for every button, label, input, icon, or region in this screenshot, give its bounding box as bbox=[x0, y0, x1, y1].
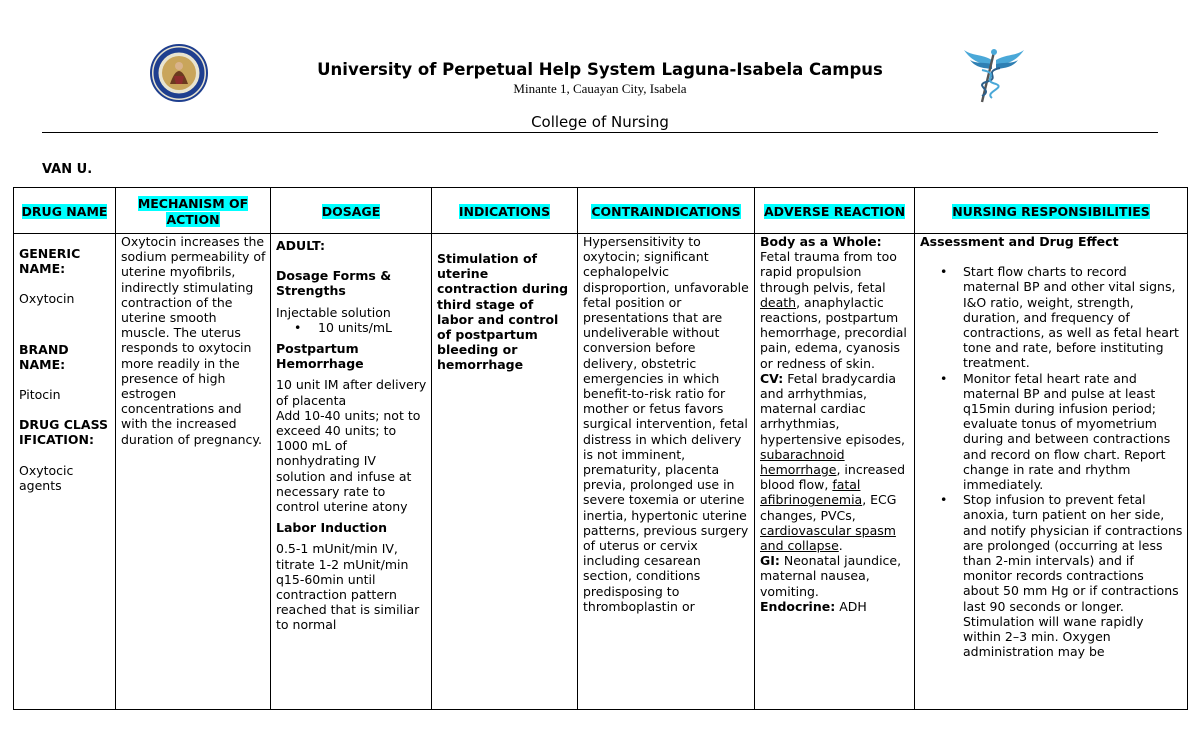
student-name: VAN U. bbox=[42, 162, 93, 177]
generic-name: Oxytocin bbox=[19, 291, 75, 307]
column-header-indications: INDICATIONS bbox=[432, 188, 578, 234]
nursing-responsibilities-cell bbox=[915, 234, 1188, 710]
college-name: College of Nursing bbox=[531, 113, 669, 131]
table-header-row bbox=[14, 188, 1188, 234]
endocrine-label: Endocrine: bbox=[760, 598, 836, 614]
adverse-reaction-cell bbox=[755, 234, 915, 710]
list-item: • Stop infusion to prevent fetal anoxia, turn patient on her side, and notify physician if contractions are prolonged (occurring at less than 2-min intervals) and if monitor records contractions about 50 mm Hg or if contractions last 90 seconds or longer. Stimulation will wane rapidly within 2–3 min. Oxygen administration may be bbox=[920, 492, 1183, 659]
mechanism-cell bbox=[116, 234, 271, 710]
gi-label: GI: bbox=[760, 553, 780, 569]
pph-text-1: 10 unit IM after delivery of placenta bbox=[276, 377, 427, 408]
university-name: University of Perpetual Help System Laguna-Isabela Campus bbox=[317, 60, 883, 79]
column-header-adverse-reaction: ADVERSE REACTION bbox=[755, 188, 915, 234]
cv-label: CV: bbox=[760, 370, 784, 386]
dosage-adult-label: ADULT: bbox=[276, 238, 325, 253]
labor-induction-text: 0.5-1 mUnit/min IV, titrate 1-2 mUnit/min q15-60min until contraction pattern reached that is similiar to normal bbox=[276, 541, 420, 633]
drug-name-cell bbox=[14, 234, 116, 710]
university-address: Minante 1, Cauayan City, Isabela bbox=[513, 81, 687, 96]
dosage-forms-heading: Dosage Forms & Strengths bbox=[276, 268, 392, 299]
column-header-contraindications: CONTRAINDICATIONS bbox=[578, 188, 755, 234]
drug-classification: Oxytocic agents bbox=[19, 462, 74, 493]
column-header-mechanism: MECHANISM OF ACTION bbox=[116, 188, 271, 234]
column-header-drug-name: DRUG NAME bbox=[14, 188, 116, 234]
dosage-forms-text: Injectable solution bbox=[276, 304, 391, 320]
adverse-reaction-text: Body as a Whole: Fetal trauma from too rapid propulsion through pelvis, fetal death, anaphylactic reactions, postpartum hemorrhage, precordial pain, edema, cyanosis or redness of skin. CV: Fetal bradycardia and arrhythmias, maternal cardiac arrhythmias, hypertensive episodes, subarachnoid hemorrhage, increased blood flow, fatal afibrinogenemia, ECG changes, PVCs, cardiovascular spasm and collapse. GI: Neonatal jaundice, maternal nausea, vomiting. Endocrine: ADH bbox=[760, 234, 907, 614]
header-divider bbox=[42, 132, 1158, 133]
pph-heading: Postpartum Hemorrhage bbox=[276, 341, 364, 372]
brand-name-label: BRAND NAME: bbox=[19, 341, 69, 372]
list-item: • 10 units/mL bbox=[276, 320, 427, 335]
contraindications-cell bbox=[578, 234, 755, 710]
dosage-cell bbox=[271, 234, 432, 710]
column-header-nursing: NURSING RESPONSIBILITIES bbox=[915, 188, 1188, 234]
labor-induction-heading: Labor Induction bbox=[276, 520, 388, 536]
generic-name-label: GENERIC NAME: bbox=[19, 246, 81, 277]
list-item: • Start flow charts to record maternal BP and other vital signs, I&O ratio, weight, strength, duration, and frequency of contractions, as well as fetal heart tone and rate, before instituting treatment. bbox=[920, 264, 1183, 370]
list-item: • Monitor fetal heart rate and maternal BP and pulse at least q15min during infusion period; evaluate tonus of myometrium during and between contractions and record on flow chart. Report change in rate and rhythm immediately. bbox=[920, 371, 1183, 493]
body-whole-label: Body as a Whole: bbox=[760, 234, 882, 249]
mechanism-text: Oxytocin increases the sodium permeability of uterine myofibrils, indirectly stimulating contraction of the uterine smooth muscle. The uterus responds to oxytocin more readily in the presence of high estrogen concentrations and with the increased duration of pregnancy. bbox=[121, 234, 266, 447]
nursing-list bbox=[920, 264, 1183, 659]
contraindications-text: Hypersensitivity to oxytocin; significant cephalopelvic disproportion, unfavorable fetal position or presentations that are undeliverable without conversion before delivery, obstetric emergencies in which benefit-to-risk ratio for mother or fetus favors surgical intervention, fetal distress in which delivery is not imminent, prematurity, placenta previa, prolonged use in severe toxemia or uterine inertia, hypertonic uterine patterns, previous surgery of uterus or cervix including cesarean section, conditions predisposing to thromboplastin or bbox=[583, 234, 749, 614]
table-row bbox=[14, 234, 1188, 710]
nursing-heading: Assessment and Drug Effect bbox=[920, 234, 1119, 249]
indications-text: Stimulation of uterine contraction during third stage of labor and control of postpartum bleeding or hemorrhage bbox=[437, 251, 569, 373]
dosage-forms-list bbox=[276, 320, 427, 335]
drug-classification-label: DRUG CLASSIFICATION: bbox=[19, 417, 109, 448]
drug-study-table bbox=[13, 187, 1188, 710]
brand-name: Pitocin bbox=[19, 387, 61, 403]
column-header-dosage: DOSAGE bbox=[271, 188, 432, 234]
pph-text-2: Add 10-40 units; not to exceed 40 units; to 1000 mL of nonhydrating IV solution and infuse at necessary rate to control uterine atony bbox=[276, 407, 421, 515]
indications-cell bbox=[432, 234, 578, 710]
